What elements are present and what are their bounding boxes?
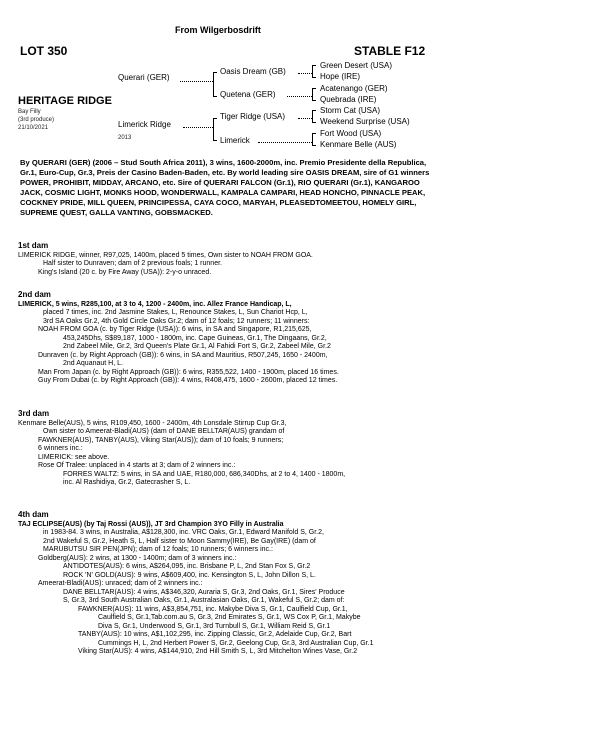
horse-details: [18, 108, 54, 132]
third-dam-line: inc. Al Rashidiya, Gr.2, Gatecrasher S, L.: [63, 479, 191, 486]
pedigree-dam-year: 2013: [118, 135, 132, 141]
pedigree-sire: Querari (GER): [118, 73, 170, 82]
fourth-dam-line: 2nd Wakeful S, Gr.2, Heath S, L, Half sister to Moon Sammy(IRE), Be Gay(IRE) (dam of: [43, 537, 316, 545]
third-dam-line: Rose Of Tralee: unplaced in 4 starts at 3; dam of 2 winners inc.:: [38, 462, 236, 469]
fourth-dam-line: FAWKNER(AUS): 11 wins, A$3,854,751, inc. Makybe Diva S, Gr.1, Caulfield Cup, Gr.1,: [78, 605, 348, 613]
horse-produce: (3rd produce): [18, 117, 55, 123]
second-dam-line: LIMERICK, 5 wins, R285,100, at 3 to 4, 1200 - 2400m, inc. Allez France Handicap, L,: [18, 300, 292, 308]
sire-description: By QUERARI (GER) (2006 – Stud South Africa 2011), 3 wins, 1600-2000m, inc. Premio Presidente della Republica, Gr.1, Euro-Cup, Gr.3, Preis der Casino Baden-Baden, etc. By world leading sire OASIS DREAM, sire of G1 winners POWER, PROHIBIT, MIDDAY, ARCANO, etc. Sire of QUERARI FALCON (Gr.1), RIO QUERARI (Gr.1), KANGAROO JACK, COSMIC LIGHT, MONKS HOOD, WONDERWALL, KAMPALA CAMPARI, HEAD HONCHO, PINNACLE PEAK, COCKNEY PRIDE, MILL QUEEN, PRINCIPESSA, CAYA COCO, MARYAH, PLEASEDTOMEETOU, HOMELY GIRL, SUPREME QUEST, GALLA VANTING, GOBSMACKED.: [20, 158, 430, 217]
second-dam-line: placed 7 times, inc. 2nd Jasmine Stakes, L, Renounce Stakes, L, Sun Chariot Hcp, L,: [43, 309, 308, 316]
fourth-dam-line: ROCK 'N' GOLD(AUS): 9 wins, A$609,400, inc. Kensington S, L, John Dillon S, L.: [63, 571, 316, 579]
fourth-dam-line: ANTIDOTES(AUS): 6 wins, A$264,095, inc. Brisbane P, L, 2nd Stan Fox S, Gr.2: [63, 563, 311, 570]
fourth-dam-line: DANE BELLTAR(AUS): 4 wins, A$346,320, Auraria S, Gr.3, 2nd Oaks, Gr.1, Sires' Produce: [63, 588, 345, 596]
first-dam-line: King's Island (20 c. by Fire Away (USA)): 2-y-o unraced.: [38, 268, 212, 276]
lot-number: LOT 350: [20, 44, 68, 58]
fourth-dam-line: Goldberg(AUS): 2 wins, at 1300 - 1400m; dam of 3 winners inc.:: [38, 554, 237, 562]
fourth-dam-line: Viking Star(AUS): 4 wins, A$144,910, 2nd Hill Smith S, L, 3rd Mitchelton Wines Vase, Gr.2: [78, 648, 358, 655]
third-dam-line: Kenmare Belle(AUS), 5 wins, R109,450, 1600 - 2400m, 4th Lonsdale Stirrup Cup Gr.3,: [18, 419, 287, 427]
fourth-dam-line: Diva S, Gr.1, Underwood S, Gr.1, 3rd Turnbull S, Gr.1, William Reid S, Gr.1: [98, 622, 331, 630]
fourth-dam-line: Caulfield S, Gr.1,Tab.com.au S, Gr.3, 2nd Emirates S, Gr.1, WS Cox P, Gr.1, Makybe: [98, 614, 361, 621]
third-dam-heading: 3rd dam: [18, 409, 50, 418]
fourth-dam-line: MARUBUTSU SIR PEN(JPN); dam of 12 foals; 10 runners; 6 winners inc.:: [43, 546, 273, 553]
second-dam-line: NOAH FROM GOA (c. by Tiger Ridge (USA)): 6 wins, in SA and Singapore, R1,215,625,: [38, 326, 312, 333]
first-dam-line: LIMERICK RIDGE, winner, R97,025, 1400m, placed 5 times, Own sister to NOAH FROM GOA.: [18, 251, 313, 259]
pedigree-dam-dam: Limerick: [220, 136, 250, 145]
consignor-line: From Wilgerbosdrift: [175, 25, 261, 35]
third-dam-line: LIMERICK: see above.: [38, 453, 110, 461]
fourth-dam-line: TAJ ECLIPSE(AUS) (by Taj Rossi (AUS)), JT 3rd Champion 3YO Filly in Australia: [18, 520, 284, 528]
first-dam-heading: 1st dam: [18, 241, 49, 250]
fourth-dam-line: in 1983-84. 3 wins, in Australia, A$128,300, inc. VRC Oaks, Gr.1, Edward Manifold S, Gr.2,: [43, 529, 324, 536]
pedigree-sire-dam: Quetena (GER): [220, 90, 276, 99]
fourth-dam-line: Cummings H, L, 2nd Herbert Power S, Gr.2, Geelong Cup, Gr.3, 3rd Australian Cup, Gr.1: [98, 639, 374, 647]
second-dam-line: 2nd Aquanaut H, L.: [63, 360, 123, 367]
pedigree-sire-sire: Oasis Dream (GB): [220, 67, 286, 76]
horse-name: HERITAGE RIDGE: [18, 95, 112, 107]
stable-number: STABLE F12: [354, 44, 426, 58]
second-dam-line: 3rd SA Oaks Gr.2, 4th Gold Circle Oaks Gr.2; dam of 12 foals; 12 runners; 11 winners:: [43, 317, 310, 325]
second-dam-line: Guy From Dubai (c. by Right Approach (GB)): 4 wins, R408,475, 1600 - 2600m, placed 12 times.: [38, 377, 338, 384]
second-dam-line: 2nd Zabeel Mile, Gr.2, 3rd Queen's Plate Gr.1, Al Fahidi Fort S, Gr.2, Zabeel Mile, Gr.2: [63, 343, 331, 350]
third-dam-line: FORRES WALTZ: 5 wins, in SA and UAE, R180,000, 686,340Dhs, at 2 to 4, 1400 - 1800m,: [63, 470, 346, 478]
pedigree-g3-4: Quebrada (IRE): [320, 95, 377, 104]
second-dam-line: Man From Japan (c. by Right Approach (GB)): 6 wins, R355,522, 1400 - 1900m, placed 16 times.: [38, 368, 339, 376]
pedigree-g3-7: Fort Wood (USA): [320, 129, 382, 138]
pedigree-g3-6: Weekend Surprise (USA): [320, 117, 410, 126]
fourth-dam-heading: 4th dam: [18, 510, 49, 519]
horse-foaled: 21/10/2021: [18, 125, 49, 131]
horse-colour-sex: Bay Filly: [18, 109, 41, 115]
pedigree-g3-5: Storm Cat (USA): [320, 106, 381, 115]
first-dam-section: [18, 242, 573, 277]
second-dam-line: Dunraven (c. by Right Approach (GB)): 6 wins, in SA and Mauritius, R507,245, 1650 - 2400m,: [38, 351, 328, 359]
pedigree-dam: Limerick Ridge: [118, 120, 171, 129]
fourth-dam-line: TANBY(AUS): 10 wins, A$1,102,295, inc. Zipping Classic, Gr.2, Adelaide Cup, Gr.2, Bart: [78, 631, 352, 638]
third-dam-line: 6 winners inc.:: [38, 445, 83, 452]
pedigree-g3-3: Acatenango (GER): [320, 84, 388, 93]
third-dam-line: FAWKNER(AUS), TANBY(AUS), Viking Star(AUS)); dam of 10 foals; 9 runners;: [38, 436, 284, 444]
pedigree-g3-1: Green Desert (USA): [320, 61, 393, 70]
second-dam-line: 453,245Dhs, S$89,187, 1000 - 1800m, inc. Cape Guineas, Gr.1, The Dingaans, Gr.2,: [63, 334, 327, 342]
pedigree-dam-sire: Tiger Ridge (USA): [220, 112, 286, 121]
pedigree-g3-2: Hope (IRE): [320, 72, 361, 81]
second-dam-section: [18, 291, 573, 386]
fourth-dam-line: Ameerat-Bladi(AUS): unraced; dam of 2 winners inc.:: [38, 580, 203, 587]
pedigree-g3-8: Kenmare Belle (AUS): [320, 140, 397, 149]
first-dam-line: Half sister to Dunraven; dam of 2 previous foals; 1 runner.: [43, 260, 222, 267]
third-dam-section: [18, 410, 573, 488]
fourth-dam-line: S, Gr.3, 3rd South Australian Oaks, Gr.1, Australasian Oaks, Gr.1, Wakeful S, Gr.2; dam of:: [63, 597, 345, 604]
third-dam-line: Own sister to Ameerat-Bladi(AUS) (dam of DANE BELLTAR(AUS) grandam of: [43, 428, 285, 435]
fourth-dam-section: [18, 511, 573, 657]
second-dam-heading: 2nd dam: [18, 290, 51, 299]
